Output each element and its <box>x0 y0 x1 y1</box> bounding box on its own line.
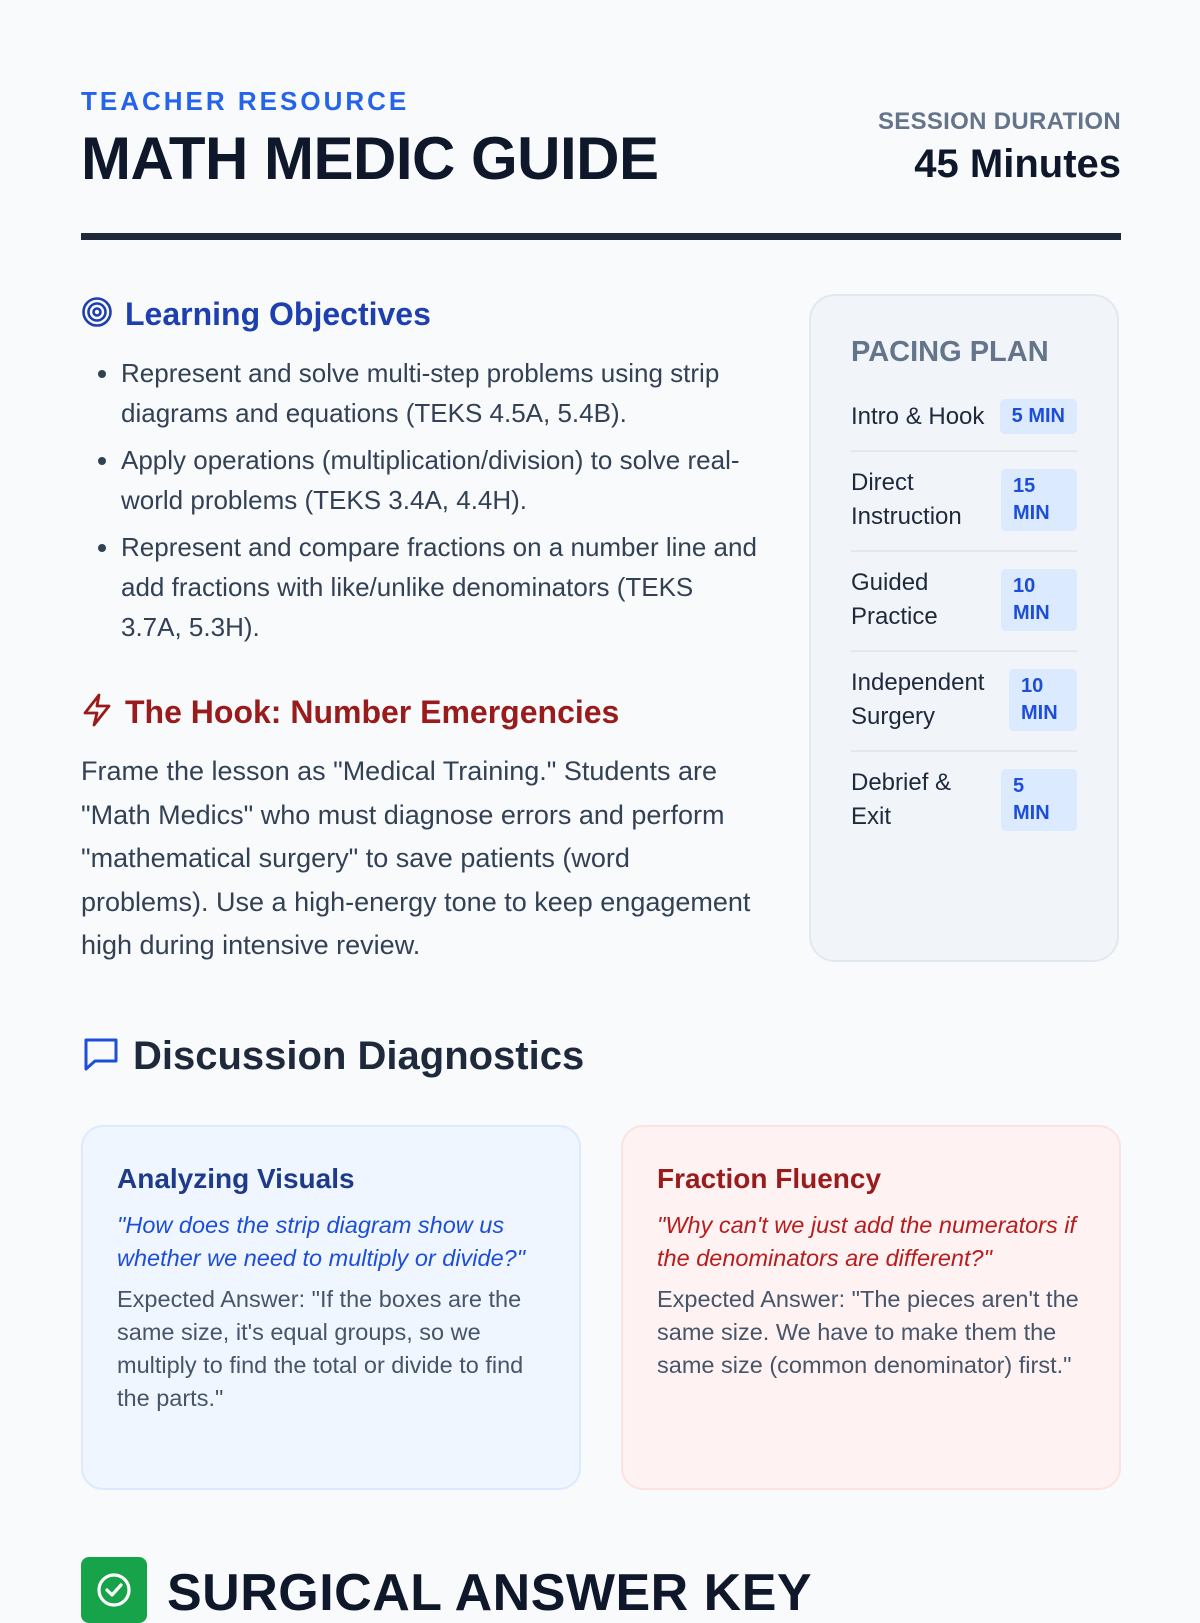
pacing-label: Independent Surgery <box>851 669 985 730</box>
session-duration <box>878 108 1121 187</box>
discussion-heading-row <box>81 1034 584 1079</box>
duration-value: 45 Minutes <box>914 142 1121 186</box>
pacing-row <box>851 552 1077 652</box>
answer-key-heading-row <box>81 1557 812 1623</box>
time-badge: 10 MIN <box>1001 569 1077 631</box>
pacing-row <box>851 652 1077 752</box>
card-answer: Expected Answer: "The pieces aren't the same size. We have to make them the same size (common denominator) first." <box>657 1286 1079 1378</box>
card-title: Fraction Fluency <box>657 1163 882 1194</box>
discussion-card-visuals <box>81 1125 581 1490</box>
time-badge: 5 MIN <box>1001 769 1077 831</box>
check-circle-icon <box>81 1557 147 1623</box>
lightning-icon <box>81 693 113 732</box>
card-question: "How does the strip diagram show us whether we need to multiply or divide?" <box>117 1212 526 1271</box>
hook-section <box>81 693 761 968</box>
discussion-heading: Discussion Diagnostics <box>133 1034 585 1078</box>
pacing-plan-panel <box>809 294 1119 962</box>
duration-label: SESSION DURATION <box>877 108 1121 135</box>
page-header <box>81 0 1121 244</box>
answer-key-heading: SURGICAL ANSWER KEY <box>167 1564 813 1622</box>
pacing-label: Guided Practice <box>851 569 938 630</box>
guide-page <box>81 0 1121 1622</box>
time-badge: 15 MIN <box>1001 469 1077 531</box>
objectives-list <box>81 353 761 647</box>
pacing-label: Direct Instruction <box>851 469 962 530</box>
pacing-label: Intro & Hook <box>851 402 985 430</box>
card-question: "Why can't we just add the numerators if the denominators are different?" <box>657 1212 1077 1271</box>
pacing-row <box>851 452 1077 552</box>
objectives-heading: Learning Objectives <box>125 296 431 332</box>
page-title: MATH MEDIC GUIDE <box>81 125 659 192</box>
time-badge: 10 MIN <box>1009 669 1077 731</box>
list-item: • Represent and compare fractions on a number line and add fractions with like/unlike denominators (TEKS 3.7A, 5.3H). <box>121 527 761 647</box>
discussion-card-fractions <box>621 1125 1121 1490</box>
card-title: Analyzing Visuals <box>117 1163 355 1194</box>
pacing-row <box>851 385 1077 452</box>
pacing-row <box>851 752 1077 850</box>
hook-text: Frame the lesson as "Medical Training." Students are "Math Medics" who must diagnose errors and perform "mathematical surgery" to save patients (word problems). Use a high-energy tone to keep engagement high during intensive review. <box>81 756 751 960</box>
main-column <box>81 296 761 968</box>
card-answer: Expected Answer: "If the boxes are the same size, it's equal groups, so we multiply to find the total or divide to find the parts." <box>117 1286 524 1411</box>
hook-heading-row <box>81 693 761 732</box>
hook-heading: The Hook: Number Emergencies <box>125 694 620 730</box>
target-icon <box>81 296 113 333</box>
chat-bubble-icon <box>81 1034 121 1079</box>
objectives-heading-row <box>81 296 761 333</box>
list-item: • Represent and solve multi-step problems using strip diagrams and equations (TEKS 4.5A, 5.4B). <box>121 353 761 433</box>
list-item: • Apply operations (multiplication/division) to solve real-world problems (TEKS 3.4A, 4.4H). <box>121 440 761 520</box>
eyebrow-label: TEACHER RESOURCE <box>81 86 410 116</box>
pacing-heading: PACING PLAN <box>851 336 1049 368</box>
header-divider <box>81 233 1121 240</box>
time-badge: 5 MIN <box>1000 399 1077 434</box>
pacing-label: Debrief & Exit <box>851 769 952 830</box>
